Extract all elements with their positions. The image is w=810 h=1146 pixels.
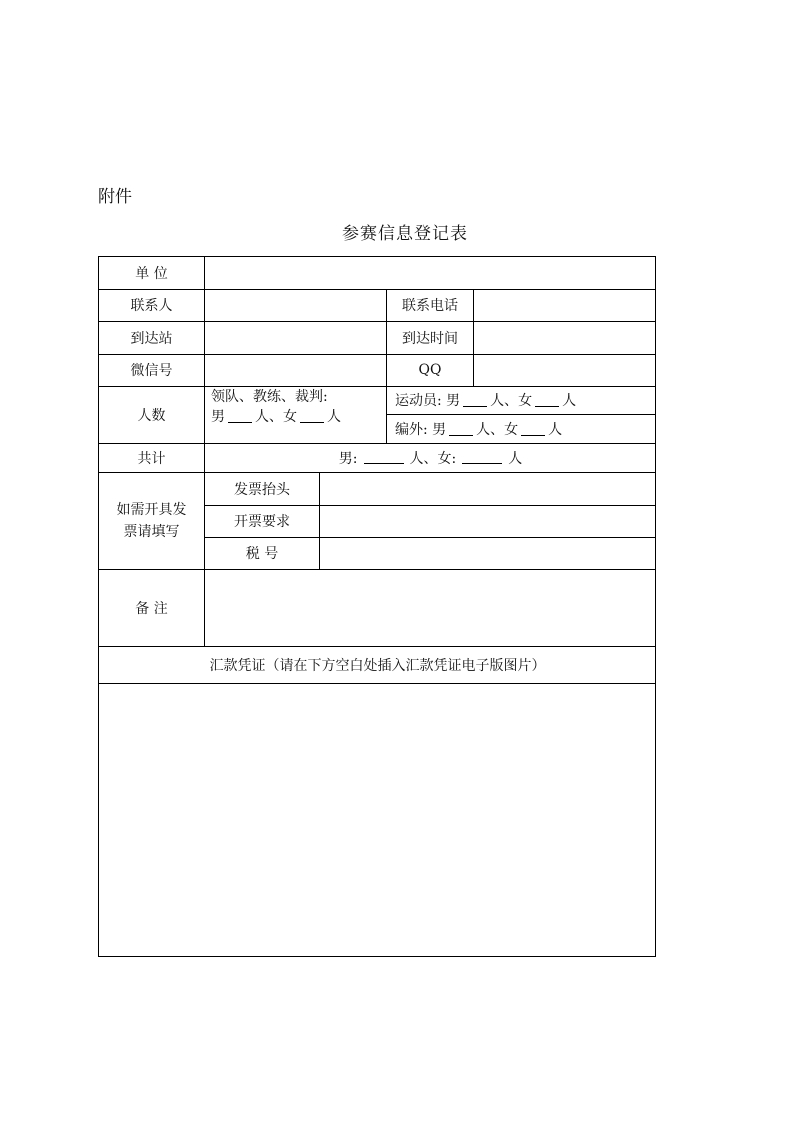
extra-mid: 人、女 [476, 422, 519, 438]
staff-line-1: 领队、教练、裁判: [211, 389, 328, 405]
staff-male-label: 男 [211, 409, 225, 425]
annex-label: 附件 [98, 187, 132, 207]
form-title: 参赛信息登记表 [342, 224, 468, 244]
athlete-mid: 人、女 [490, 393, 533, 409]
extra-male-blank[interactable] [449, 423, 473, 436]
total-female-blank[interactable] [462, 451, 502, 464]
total-count-cell [205, 443, 656, 472]
extra-female-blank[interactable] [521, 423, 545, 436]
staff-female-blank[interactable] [300, 410, 324, 423]
voucher-label: 汇款凭证（请在下方空白处插入汇款凭证电子版图片） [209, 657, 546, 674]
invoice-label-line-2: 票请填写 [123, 523, 180, 540]
registration-form-table [98, 256, 656, 957]
staff-male-blank[interactable] [228, 410, 252, 423]
contact-label: 联系人 [130, 298, 173, 314]
qq-label: QQ [418, 362, 442, 378]
invoice-label [99, 472, 204, 569]
athlete-count-cell [395, 386, 655, 414]
athlete-end: 人 [562, 393, 577, 409]
arrival-time-field[interactable] [474, 321, 656, 354]
unit-field[interactable] [205, 257, 656, 289]
athlete-female-blank[interactable] [535, 394, 559, 407]
invoice-req-field[interactable] [320, 505, 656, 537]
tax-no-field[interactable] [320, 537, 656, 569]
total-male-label: 男: [338, 450, 358, 467]
headcount-label: 人数 [137, 407, 166, 424]
invoice-title-field[interactable] [320, 472, 656, 505]
total-end-label: 人 [508, 450, 523, 467]
staff-end-label: 人 [327, 409, 341, 425]
qq-field[interactable] [474, 354, 656, 386]
athlete-male-blank[interactable] [463, 394, 487, 407]
extra-end: 人 [548, 422, 563, 438]
station-label: 到达站 [130, 330, 173, 347]
extra-count-cell [395, 415, 655, 443]
athlete-prefix: 运动员: 男 [395, 393, 461, 409]
contact-field[interactable] [205, 289, 386, 321]
phone-label: 联系电话 [402, 298, 458, 314]
phone-field[interactable] [474, 289, 656, 321]
remarks-label: 备 注 [135, 600, 168, 617]
invoice-req-label: 开票要求 [234, 514, 290, 530]
unit-label: 单 位 [135, 266, 168, 282]
station-field[interactable] [205, 321, 386, 354]
total-mid-label: 人、女: [409, 450, 457, 467]
total-label: 共计 [137, 450, 166, 467]
arrival-time-label: 到达时间 [402, 330, 458, 347]
wechat-label: 微信号 [130, 363, 173, 379]
voucher-image-area[interactable] [99, 684, 656, 956]
staff-line-2 [211, 406, 341, 426]
staff-count-cell [211, 386, 383, 443]
extra-prefix: 编外: 男 [395, 422, 447, 438]
staff-mid-label: 人、女 [255, 409, 297, 425]
tax-no-label: 税 号 [245, 546, 279, 562]
wechat-field[interactable] [205, 354, 386, 386]
invoice-label-line-1: 如需开具发 [116, 501, 187, 518]
invoice-title-label: 发票抬头 [234, 481, 290, 498]
total-male-blank[interactable] [364, 451, 404, 464]
remarks-field[interactable] [205, 569, 656, 646]
